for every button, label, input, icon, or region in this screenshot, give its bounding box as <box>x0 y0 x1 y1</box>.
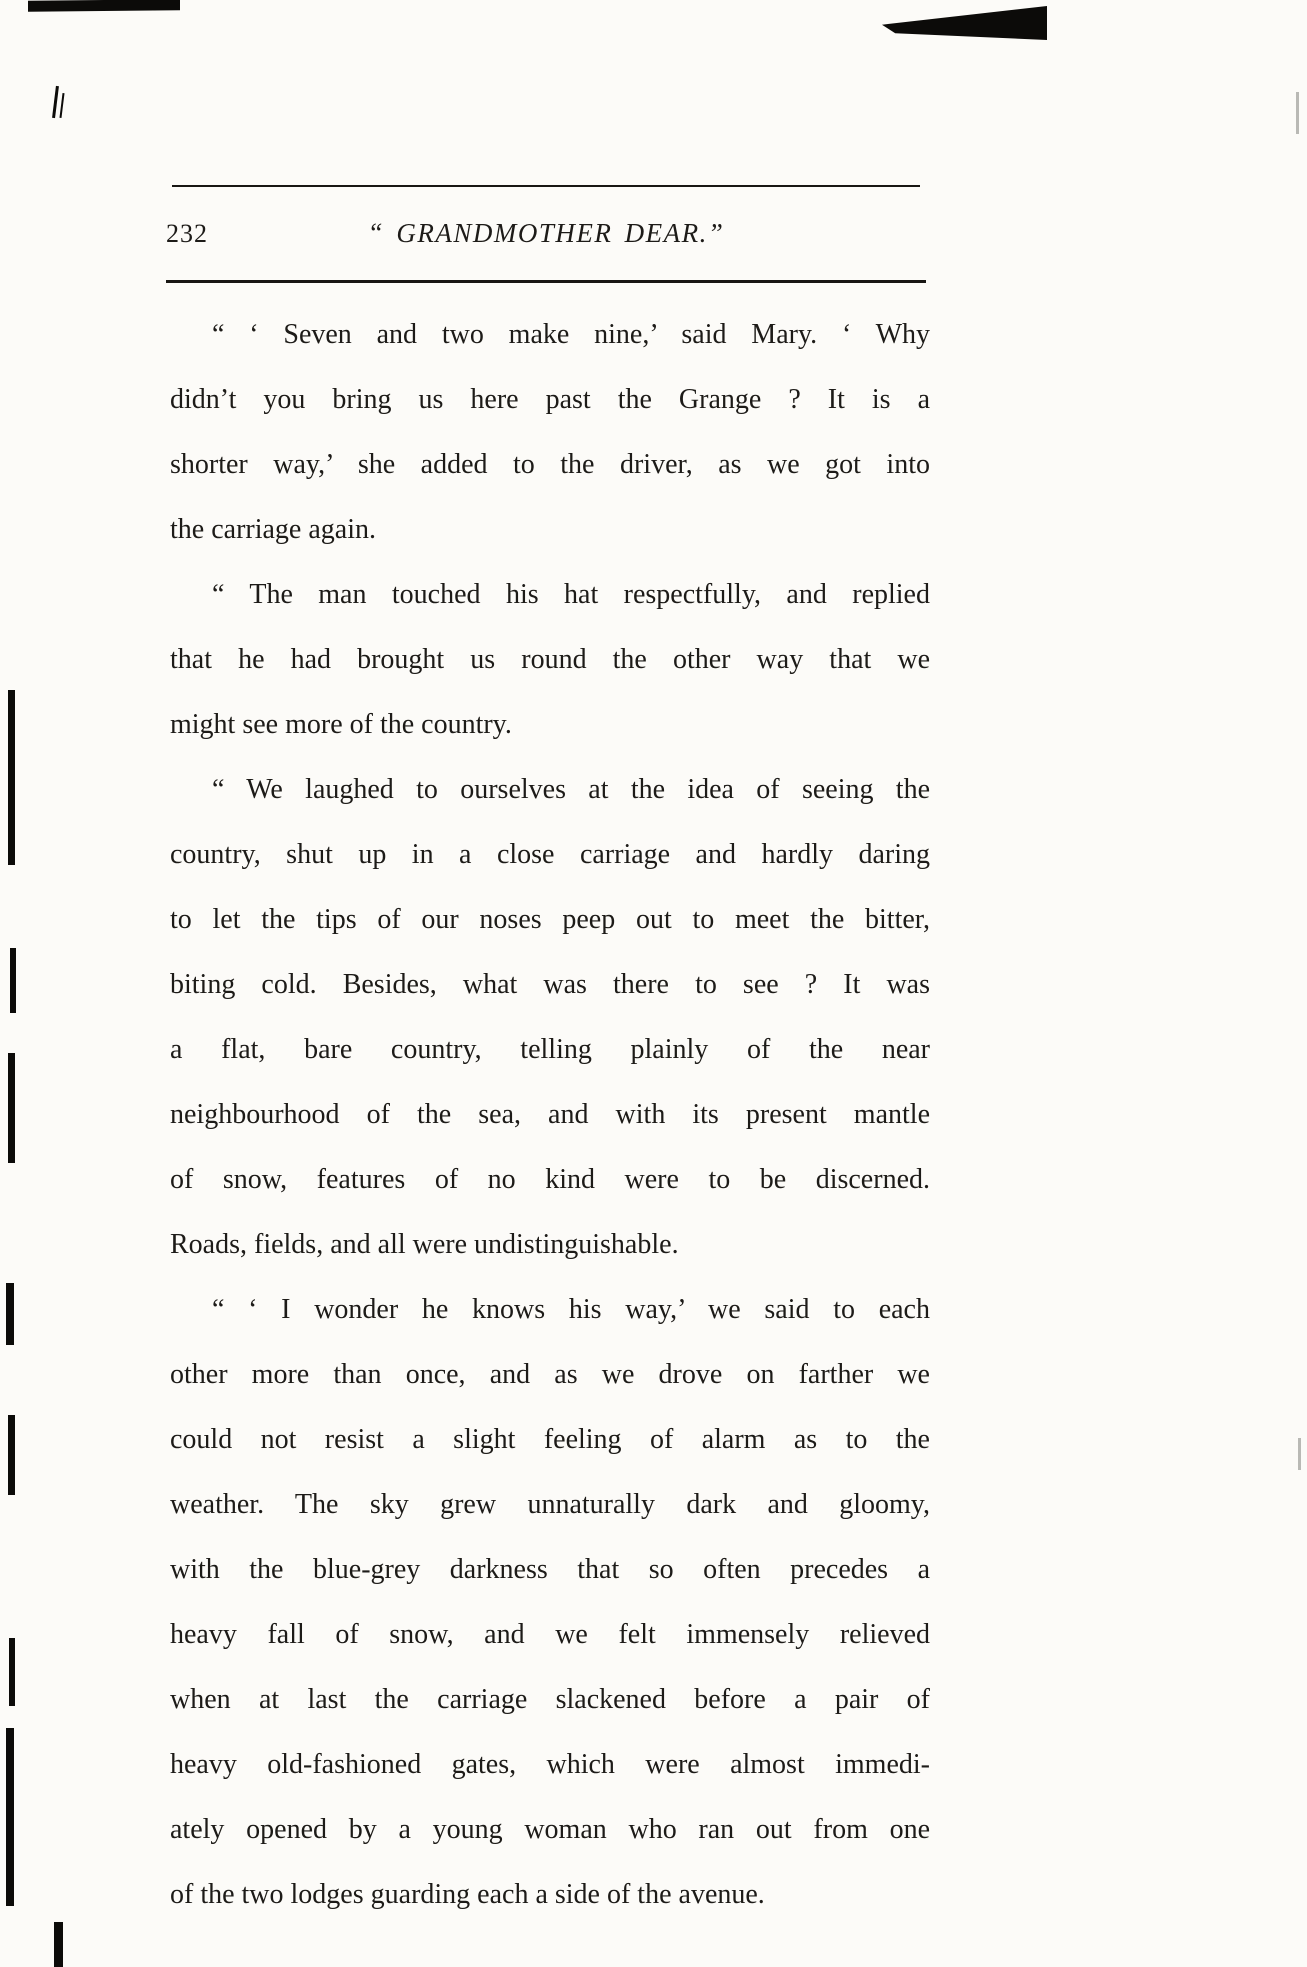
scan-artifact <box>8 690 15 865</box>
text-line: biting cold. Besides, what was there to see ? It was <box>170 969 930 1000</box>
scan-artifact <box>28 0 180 12</box>
text-line: of the two lodges guarding each a side of the avenue. <box>170 1879 765 1910</box>
scan-artifact <box>59 93 64 118</box>
scan-artifact <box>8 1053 15 1163</box>
header-rule-bottom <box>166 280 926 283</box>
text-line: other more than once, and as we drove on farther we <box>170 1359 930 1390</box>
text-line: to let the tips of our noses peep out to meet the bitter, <box>170 904 930 935</box>
text-line: ately opened by a young woman who ran out from one <box>170 1814 930 1845</box>
text-line: the carriage again. <box>170 514 376 545</box>
paragraph <box>170 757 930 1277</box>
scan-artifact <box>52 86 59 118</box>
text-line: neighbourhood of the sea, and with its present mantle <box>170 1099 930 1130</box>
paragraph <box>170 302 930 562</box>
text-line: “ We laughed to ourselves at the idea of seeing the <box>212 774 930 805</box>
header-rule-top <box>172 185 920 187</box>
scan-artifact <box>9 1638 15 1706</box>
running-title: “ GRANDMOTHER DEAR.” <box>367 218 725 248</box>
paragraph <box>170 562 930 757</box>
text-line: Roads, fields, and all were undistinguishable. <box>170 1229 679 1260</box>
text-line: didn’t you bring us here past the Grange ? It is a <box>170 384 930 415</box>
text-line: shorter way,’ she added to the driver, as we got into <box>170 449 930 480</box>
scan-artifact <box>54 1922 63 1967</box>
text-line: could not resist a slight feeling of alarm as to the <box>170 1424 930 1455</box>
text-line: “ ‘ Seven and two make nine,’ said Mary. ‘ Why <box>212 319 930 350</box>
text-line: country, shut up in a close carriage and hardly daring <box>170 839 930 870</box>
page-number: 232 <box>166 219 208 248</box>
text-line: heavy fall of snow, and we felt immensely relieved <box>170 1619 930 1650</box>
scan-artifact <box>1298 1438 1301 1470</box>
text-line: that he had brought us round the other way that we <box>170 644 930 675</box>
scan-artifact <box>6 1728 14 1906</box>
page-body <box>170 302 930 1927</box>
scan-artifact <box>6 1283 14 1345</box>
text-line: “ ‘ I wonder he knows his way,’ we said to each <box>212 1294 930 1325</box>
text-line: when at last the carriage slackened before a pair of <box>170 1684 930 1715</box>
text-line: weather. The sky grew unnaturally dark and gloomy, <box>170 1489 930 1520</box>
scan-artifact <box>10 948 16 1013</box>
scan-artifact <box>8 1415 15 1495</box>
text-line: heavy old-fashioned gates, which were almost immedi- <box>170 1749 930 1780</box>
text-line: “ The man touched his hat respectfully, and replied <box>212 579 930 610</box>
text-line: with the blue-grey darkness that so often precedes a <box>170 1554 930 1585</box>
scan-artifact <box>882 6 1047 40</box>
scan-artifact <box>1296 92 1299 134</box>
text-line: a flat, bare country, telling plainly of the near <box>170 1034 930 1065</box>
paragraph <box>170 1277 930 1927</box>
text-line: might see more of the country. <box>170 709 512 740</box>
text-line: of snow, features of no kind were to be discerned. <box>170 1164 930 1195</box>
